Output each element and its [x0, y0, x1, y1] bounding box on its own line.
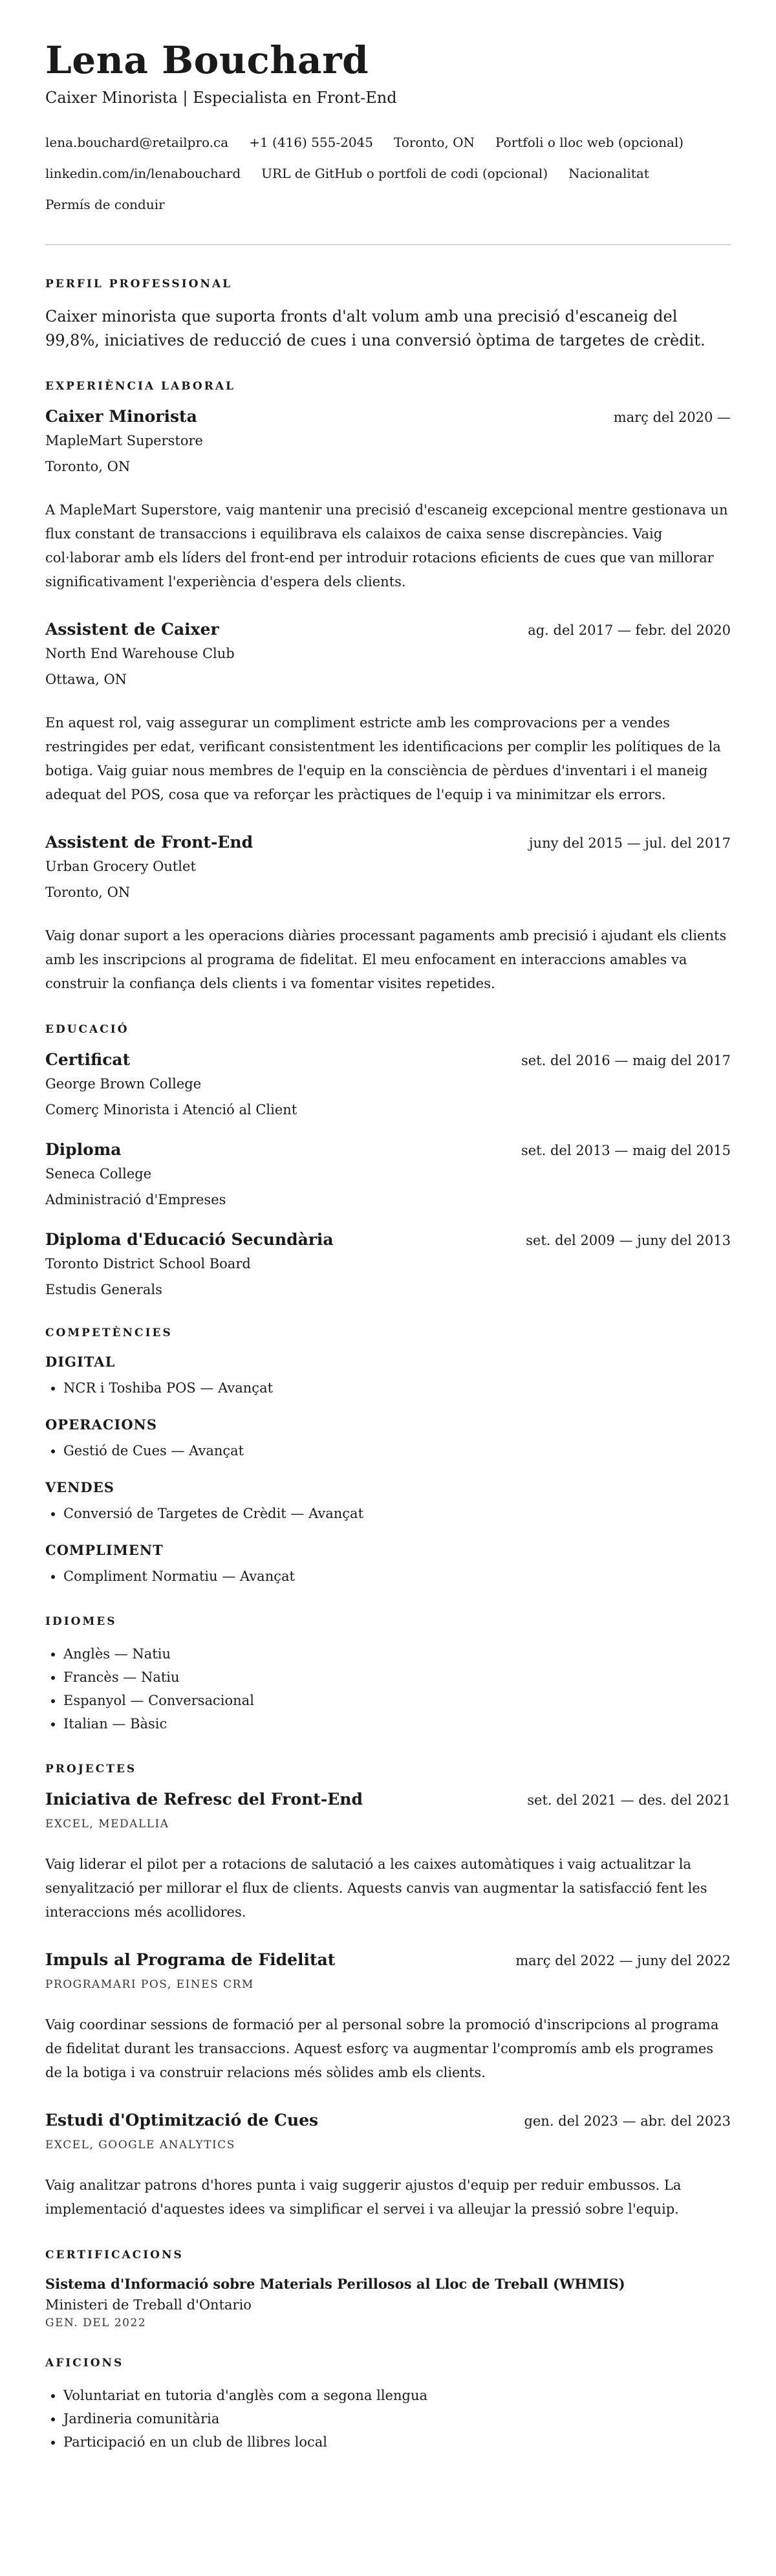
skill-item: • Conversió de Targetes de Crèdit — Avançat	[63, 1502, 731, 1525]
education-section	[45, 1023, 731, 1299]
project-entry	[45, 2111, 731, 2221]
contact-location: Toronto, ON	[394, 134, 475, 150]
job-description: Vaig donar suport a les operacions diàries processant pagaments amb precisió i ajudant els clients amb les inscripcions al programa de fidelitat. El meu enfocament en interaccions amables va construir la confiança dels clients i va fomentar visites repetides.	[45, 927, 727, 991]
skills-section	[45, 1327, 731, 1588]
experience-entry	[45, 833, 731, 996]
job-location: Toronto, ON	[45, 884, 131, 900]
skill-group-title: COMPLIMENT	[45, 1541, 164, 1558]
languages-section	[45, 1615, 731, 1735]
skill-group-title: OPERACIONS	[45, 1416, 158, 1433]
project-entry	[45, 1790, 731, 1924]
project-dates: març del 2022 — juny del 2022	[515, 1952, 731, 1968]
certification-issuer: Ministeri de Treball d'Ontario	[45, 2296, 252, 2313]
skill-item: • NCR i Toshiba POS — Avançat	[63, 1376, 731, 1400]
company-name: Urban Grocery Outlet	[45, 858, 196, 874]
contact-portfolio[interactable]: Portfoli o lloc web (opcional)	[495, 134, 684, 150]
project-dates: set. del 2021 — des. del 2021	[527, 1792, 731, 1808]
degree-title: Diploma	[45, 1139, 122, 1159]
contact-email[interactable]: lena.bouchard@retailpro.ca	[45, 134, 229, 150]
education-entry	[45, 1050, 731, 1119]
section-title: EXPERIÈNCIA LABORAL	[45, 379, 235, 393]
degree-title: Diploma d'Educació Secundària	[45, 1229, 334, 1249]
project-description: Vaig coordinar sessions de formació per al personal sobre la promoció d'inscripcions al programa de fidelitat durant les transaccions. Aquest esforç va augmentar l'compromís amb els programes de la botiga i va construir relacions més sòlides amb els clients.	[45, 2016, 719, 2080]
study-field: Estudis Generals	[45, 1281, 162, 1297]
language-item: • Espanyol — Conversacional	[63, 1689, 731, 1712]
job-dates: juny del 2015 — jul. del 2017	[529, 835, 731, 851]
skill-group	[45, 1416, 731, 1462]
skill-item: • Compliment Normatiu — Avançat	[63, 1565, 731, 1588]
company-name: North End Warehouse Club	[45, 645, 235, 661]
certifications-section	[45, 2249, 731, 2329]
job-description: En aquest rol, vaig assegurar un compliment estricte amb les comprovacions per a vendes restringides per edat, verificant consistentment les identificacions per complir les polítiques de la botiga. Vaig guiar nous membres de l'equip en la consciència de pèrdues d'inventari i el maneig adequat del POS, cosa que va reforçar les pràctiques de l'equip i va minimitzar els errors.	[45, 714, 721, 802]
contact-driving-license: Permís de conduir	[45, 196, 165, 212]
skill-group	[45, 1542, 731, 1588]
project-tech: EXCEL, GOOGLE ANALYTICS	[45, 2138, 235, 2152]
candidate-subtitle: Caixer Minorista | Especialista en Front-End	[45, 88, 397, 107]
contact-github[interactable]: URL de GitHub o portfoli de codi (opcional)	[261, 165, 548, 181]
language-item: • Francès — Natiu	[63, 1666, 731, 1689]
experience-entry	[45, 407, 731, 594]
skill-group-title: DIGITAL	[45, 1353, 116, 1370]
company-name: MapleMart Superstore	[45, 432, 203, 448]
education-entry	[45, 1140, 731, 1209]
certification-name: Sistema d'Informació sobre Materials Perillosos al Lloc de Treball (WHMIS)	[45, 2275, 625, 2292]
project-name: Impuls al Programa de Fidelitat	[45, 1950, 336, 1969]
language-item: • Italian — Bàsic	[63, 1712, 731, 1735]
job-dates: ag. del 2017 — febr. del 2020	[528, 622, 731, 638]
section-title: PERFIL PROFESSIONAL	[45, 277, 233, 291]
job-title: Assistent de Caixer	[45, 619, 219, 639]
section-title: CERTIFICACIONS	[45, 2248, 184, 2262]
section-title: COMPETÈNCIES	[45, 1326, 173, 1339]
experience-section	[45, 380, 731, 996]
contact-phone[interactable]: +1 (416) 555-2045	[249, 134, 373, 150]
project-tech: PROGRAMARI POS, EINES CRM	[45, 1977, 254, 1991]
school-name: Seneca College	[45, 1165, 152, 1182]
language-item: • Anglès — Natiu	[63, 1642, 731, 1666]
skill-group	[45, 1354, 731, 1400]
education-dates: set. del 2009 — juny del 2013	[526, 1232, 731, 1248]
contact-linkedin[interactable]: linkedin.com/in/lenabouchard	[45, 165, 241, 181]
section-title: PROJECTES	[45, 1762, 137, 1776]
hobby-item: • Jardineria comunitària	[63, 2407, 731, 2430]
summary-text: Caixer minorista que suporta fronts d'alt volum amb una precisió d'escaneig del 99,8%, iniciatives de reducció de cues i una conversió òptima de targetes de crèdit.	[45, 307, 706, 349]
project-name: Estudi d'Optimització de Cues	[45, 2110, 319, 2130]
projects-section	[45, 1763, 731, 2221]
project-dates: gen. del 2023 — abr. del 2023	[524, 2113, 731, 2129]
school-name: Toronto District School Board	[45, 1255, 251, 1271]
job-location: Toronto, ON	[45, 458, 131, 474]
section-title: AFICIONS	[45, 2356, 124, 2370]
experience-entry	[45, 620, 731, 807]
project-name: Iniciativa de Refresc del Front-End	[45, 1789, 363, 1809]
certification-date: GEN. DEL 2022	[45, 2316, 147, 2329]
project-entry	[45, 1950, 731, 2085]
study-field: Administració d'Empreses	[45, 1191, 226, 1207]
job-title: Caixer Minorista	[45, 406, 197, 426]
study-field: Comerç Minorista i Atenció al Client	[45, 1101, 297, 1117]
hobbies-section	[45, 2357, 731, 2454]
job-title: Assistent de Front-End	[45, 832, 253, 852]
skill-group	[45, 1479, 731, 1525]
hobby-item: • Voluntariat en tutoria d'anglès com a segona llengua	[63, 2384, 731, 2407]
project-tech: EXCEL, MEDALLIA	[45, 1817, 169, 1831]
job-dates: març del 2020 —	[613, 409, 731, 425]
job-location: Ottawa, ON	[45, 671, 127, 687]
education-entry	[45, 1230, 731, 1299]
education-dates: set. del 2013 — maig del 2015	[521, 1142, 731, 1158]
candidate-name: Lena Bouchard	[45, 38, 369, 82]
project-description: Vaig liderar el pilot per a rotacions de salutació a les caixes automàtiques i vaig actualitzar la senyalització per millorar el flux de clients. Aquests canvis van augmentar la satisfacció fent les interaccions més acollidores.	[45, 1856, 707, 1920]
contact-nationality: Nacionalitat	[568, 165, 649, 181]
degree-title: Certificat	[45, 1050, 131, 1069]
section-title: EDUCACIÓ	[45, 1022, 129, 1036]
section-title: IDIOMES	[45, 1614, 117, 1628]
project-description: Vaig analitzar patrons d'hores punta i vaig suggerir ajustos d'equip per reduir embussos. La implementació d'aquestes idees va simplificar el servei i va alleujar la pressió sobre l'equip.	[45, 2177, 682, 2217]
skill-item: • Gestió de Cues — Avançat	[63, 1439, 731, 1462]
education-dates: set. del 2016 — maig del 2017	[521, 1052, 731, 1068]
skill-group-title: VENDES	[45, 1479, 114, 1495]
job-description: A MapleMart Superstore, vaig mantenir una precisió d'escaneig excepcional mentre gestionava un flux constant de transaccions i equilibrava els calaixos de caixa sense discrepàncies. Vaig col·laborar amb els líders del front-end per introduir rotacions eficients de cues que van millorar significativament l'experiència d'espera dels clients.	[45, 501, 728, 589]
contact-info	[45, 133, 731, 214]
school-name: George Brown College	[45, 1075, 202, 1092]
hobby-item: • Participació en un club de llibres local	[63, 2430, 731, 2454]
header-divider	[45, 244, 731, 245]
summary-section	[45, 278, 731, 353]
